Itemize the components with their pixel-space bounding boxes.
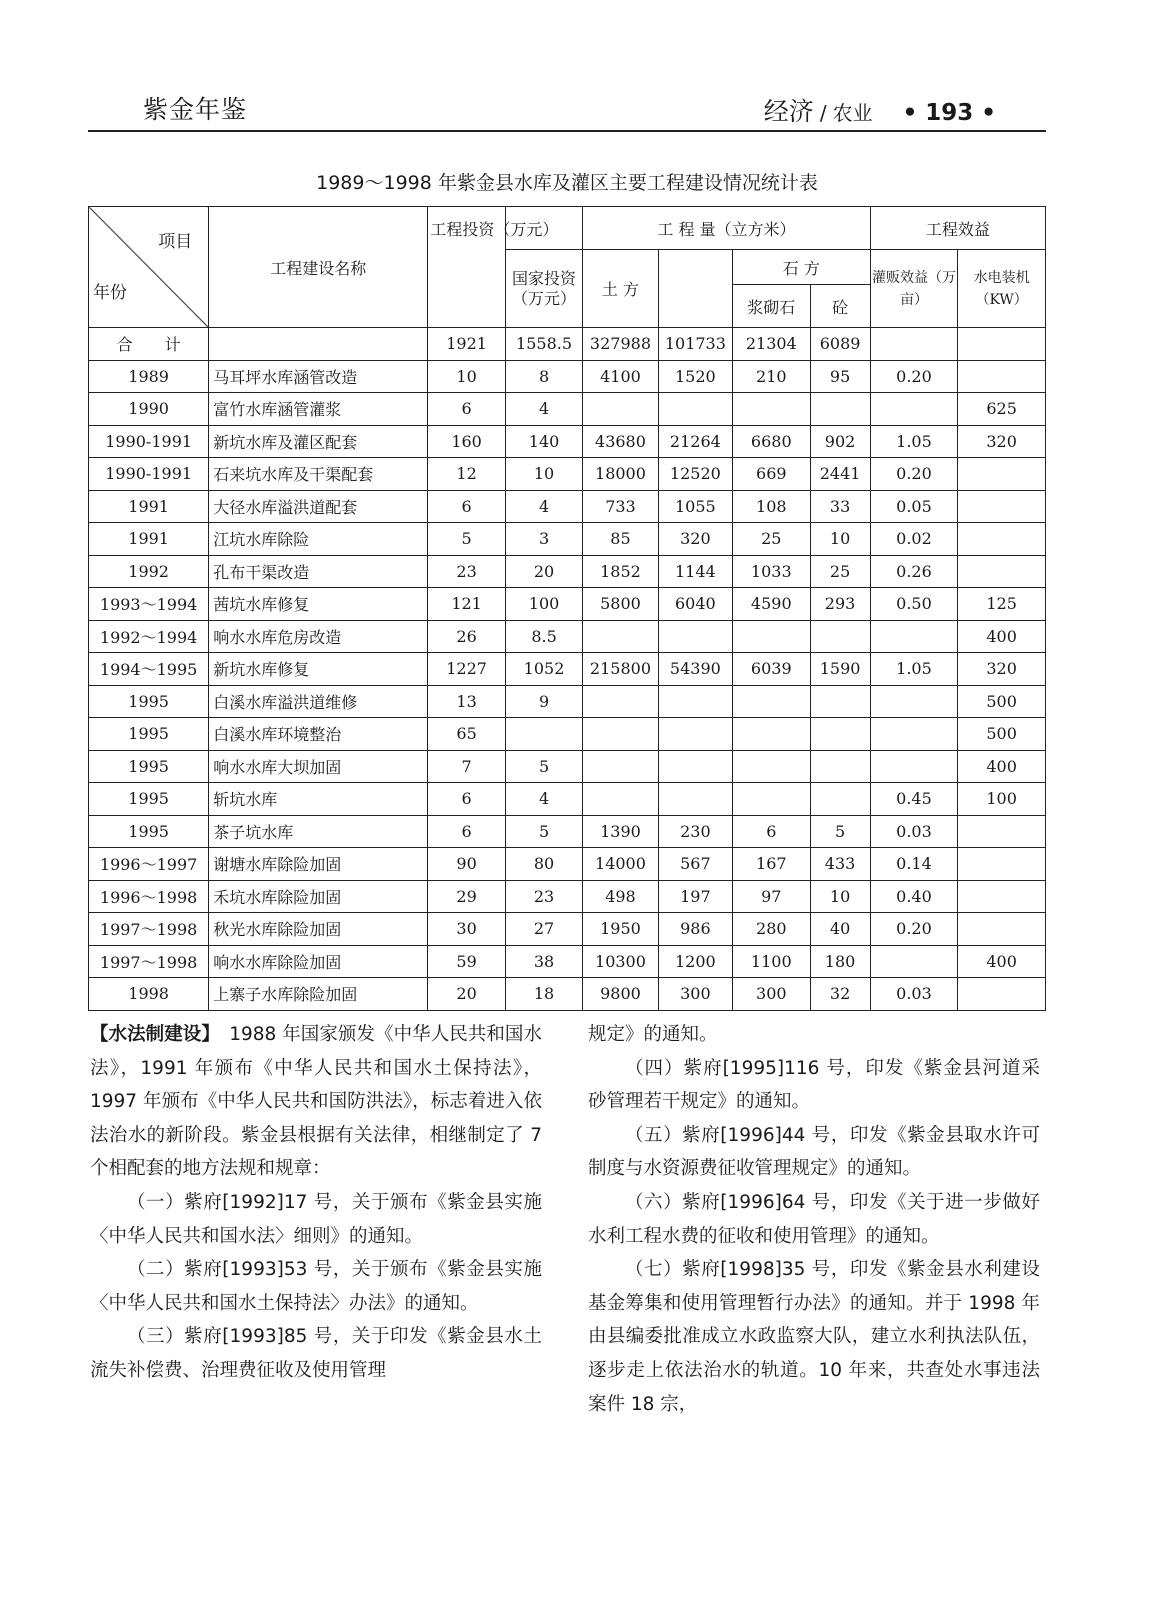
stone-cell: 54390 xyxy=(658,653,732,686)
earth-cell: 14000 xyxy=(583,848,658,881)
state-invest-cell: 20 xyxy=(505,555,582,588)
invest-cell: 30 xyxy=(428,913,505,946)
earth-cell xyxy=(583,685,658,718)
hydro-cell: 625 xyxy=(958,393,1046,426)
total-masonry: 21304 xyxy=(733,328,810,361)
table-row xyxy=(89,848,1046,881)
project-name-cell: 孔布干渠改造 xyxy=(209,555,428,588)
year-cell: 1995 xyxy=(89,815,209,848)
invest-cell: 12 xyxy=(428,458,505,491)
concrete-cell: 293 xyxy=(810,588,870,621)
invest-header-label: 工程投资（万元） xyxy=(430,220,559,239)
hydro-cell xyxy=(958,490,1046,523)
earth-cell: 1950 xyxy=(583,913,658,946)
project-name-cell: 白溪水库环境整治 xyxy=(209,718,428,751)
table-row xyxy=(89,425,1046,458)
table-row xyxy=(89,783,1046,816)
invest-cell: 65 xyxy=(428,718,505,751)
masonry-cell: 669 xyxy=(733,458,810,491)
masonry-cell xyxy=(733,620,810,653)
table-row xyxy=(89,750,1046,783)
concrete-cell xyxy=(810,750,870,783)
state-invest-cell: 9 xyxy=(505,685,582,718)
masonry-cell: 6680 xyxy=(733,425,810,458)
project-name-cell: 茶子坑水库 xyxy=(209,815,428,848)
year-cell: 1995 xyxy=(89,783,209,816)
section-info xyxy=(764,92,996,128)
stone-cell: 1200 xyxy=(658,945,732,978)
irrigation-cell: 0.14 xyxy=(870,848,958,881)
project-name-cell: 江坑水库除险 xyxy=(209,523,428,556)
stone-cell: 21264 xyxy=(658,425,732,458)
invest-cell: 59 xyxy=(428,945,505,978)
year-cell: 1995 xyxy=(89,718,209,751)
invest-cell: 6 xyxy=(428,490,505,523)
stone-cell: 567 xyxy=(658,848,732,881)
invest-cell: 6 xyxy=(428,393,505,426)
table-row xyxy=(89,458,1046,491)
stone-cell xyxy=(658,783,732,816)
state-invest-cell: 5 xyxy=(505,750,582,783)
total-label: 合 计 xyxy=(89,328,209,361)
total-state: 1558.5 xyxy=(505,328,582,361)
earth-cell: 1852 xyxy=(583,555,658,588)
invest-cell: 20 xyxy=(428,978,505,1011)
total-name xyxy=(209,328,428,361)
state-invest-cell: 100 xyxy=(505,588,582,621)
project-name-cell: 白溪水库溢洪道维修 xyxy=(209,685,428,718)
year-cell: 1992 xyxy=(89,555,209,588)
corner-header xyxy=(89,207,209,328)
irrigation-cell: 0.26 xyxy=(870,555,958,588)
hydro-cell xyxy=(958,555,1046,588)
hydro-cell: 320 xyxy=(958,425,1046,458)
irrigation-cell: 0.20 xyxy=(870,913,958,946)
hydro-cell xyxy=(958,523,1046,556)
invest-cell: 121 xyxy=(428,588,505,621)
masonry-cell xyxy=(733,718,810,751)
irrigation-cell: 0.45 xyxy=(870,783,958,816)
earth-cell: 498 xyxy=(583,880,658,913)
state-invest-cell: 140 xyxy=(505,425,582,458)
invest-cell: 160 xyxy=(428,425,505,458)
concrete-cell xyxy=(810,718,870,751)
earth-cell xyxy=(583,783,658,816)
name-header: 工程建设名称 xyxy=(209,207,428,328)
earth-cell xyxy=(583,718,658,751)
stone-cell xyxy=(658,393,732,426)
invest-cell: 6 xyxy=(428,783,505,816)
page-number: • 193 • xyxy=(902,100,996,126)
earth-cell: 1390 xyxy=(583,815,658,848)
irrigation-cell xyxy=(870,945,958,978)
total-concrete: 6089 xyxy=(810,328,870,361)
right-column xyxy=(588,1018,1040,1421)
statistics-table xyxy=(88,206,1046,1011)
stone-cell: 1144 xyxy=(658,555,732,588)
concrete-cell: 25 xyxy=(810,555,870,588)
section-name: 经济 xyxy=(763,97,814,126)
concrete-cell xyxy=(810,620,870,653)
concrete-cell: 33 xyxy=(810,490,870,523)
hydro-cell: 100 xyxy=(958,783,1046,816)
project-name-cell: 谢塘水库除险加固 xyxy=(209,848,428,881)
project-name-cell: 响水水库危房改造 xyxy=(209,620,428,653)
earth-cell: 4100 xyxy=(583,360,658,393)
left-column xyxy=(90,1018,542,1388)
year-cell: 1996～1997 xyxy=(89,848,209,881)
year-header: 年份 xyxy=(93,283,127,303)
concrete-cell: 1590 xyxy=(810,653,870,686)
hydro-cell: 320 xyxy=(958,653,1046,686)
total-hydro xyxy=(958,328,1046,361)
hydro-cell: 500 xyxy=(958,685,1046,718)
table-row xyxy=(89,393,1046,426)
paragraph-text: 1988 年国家颁发《中华人民共和国水法》，1991 年颁布《中华人民共和国水土保持法》，1997 年颁布《中华人民共和国防洪法》，标志着进入依法治水的新阶段。紫金县根据有关法律，相继制定了 7 个相配套的地方法规和规章： xyxy=(90,1024,542,1180)
year-cell: 1991 xyxy=(89,523,209,556)
subsection-name: 农业 xyxy=(832,101,873,125)
invest-cell: 10 xyxy=(428,360,505,393)
state-invest-cell: 4 xyxy=(505,393,582,426)
total-row xyxy=(89,328,1046,361)
state-invest-cell: 27 xyxy=(505,913,582,946)
total-earth: 327988 xyxy=(583,328,658,361)
year-cell: 1996～1998 xyxy=(89,880,209,913)
hydro-cell xyxy=(958,880,1046,913)
masonry-cell: 167 xyxy=(733,848,810,881)
total-invest: 1921 xyxy=(428,328,505,361)
state-invest-header: 国家投资（万元） xyxy=(505,250,582,328)
stone-cell: 1055 xyxy=(658,490,732,523)
earth-cell: 9800 xyxy=(583,978,658,1011)
stone-cell xyxy=(658,718,732,751)
stone-header: 石 方 xyxy=(733,250,871,285)
project-name-cell: 茜坑水库修复 xyxy=(209,588,428,621)
stone-cell: 300 xyxy=(658,978,732,1011)
project-name-cell: 大径水库溢洪道配套 xyxy=(209,490,428,523)
year-cell: 1989 xyxy=(89,360,209,393)
hydro-cell: 500 xyxy=(958,718,1046,751)
earth-cell: 733 xyxy=(583,490,658,523)
year-cell: 1995 xyxy=(89,685,209,718)
concrete-cell: 2441 xyxy=(810,458,870,491)
masonry-cell: 280 xyxy=(733,913,810,946)
paragraph xyxy=(90,1018,542,1186)
stone-cell: 197 xyxy=(658,880,732,913)
table-row xyxy=(89,620,1046,653)
invest-cell: 5 xyxy=(428,523,505,556)
year-cell: 1990 xyxy=(89,393,209,426)
irrigation-header: 灌贩效益（万亩） xyxy=(870,250,958,328)
hydro-cell: 400 xyxy=(958,750,1046,783)
project-name-cell: 响水水库除险加固 xyxy=(209,945,428,978)
project-name-cell: 石来坑水库及干渠配套 xyxy=(209,458,428,491)
year-cell: 1997～1998 xyxy=(89,945,209,978)
state-invest-cell: 80 xyxy=(505,848,582,881)
paragraph: （五）紫府[1996]44 号，印发《紫金县取水许可制度与水资源费征收管理规定》的通知。 xyxy=(588,1124,1040,1180)
project-name-cell: 富竹水库涵管灌浆 xyxy=(209,393,428,426)
concrete-cell: 95 xyxy=(810,360,870,393)
stone-cell: 320 xyxy=(658,523,732,556)
project-name-cell: 新坑水库及灌区配套 xyxy=(209,425,428,458)
project-name-cell: 新坑水库修复 xyxy=(209,653,428,686)
irrigation-cell xyxy=(870,718,958,751)
stone-cell: 230 xyxy=(658,815,732,848)
year-cell: 1997～1998 xyxy=(89,913,209,946)
concrete-cell: 902 xyxy=(810,425,870,458)
masonry-cell xyxy=(733,685,810,718)
concrete-cell xyxy=(810,783,870,816)
masonry-cell: 6039 xyxy=(733,653,810,686)
invest-cell: 6 xyxy=(428,815,505,848)
invest-cell: 29 xyxy=(428,880,505,913)
table-title: 1989～1998 年紫金县水库及灌区主要工程建设情况统计表 xyxy=(316,172,818,194)
year-cell: 1994～1995 xyxy=(89,653,209,686)
year-cell: 1992～1994 xyxy=(89,620,209,653)
masonry-cell: 1033 xyxy=(733,555,810,588)
earth-cell: 18000 xyxy=(583,458,658,491)
table-row xyxy=(89,815,1046,848)
masonry-cell: 300 xyxy=(733,978,810,1011)
masonry-cell xyxy=(733,393,810,426)
table-row xyxy=(89,685,1046,718)
paragraph: （二）紫府[1993]53 号，关于颁布《紫金县实施〈中华人民共和国水土保持法〉办法》的通知。 xyxy=(90,1259,542,1314)
hydro-cell xyxy=(958,815,1046,848)
hydro-cell: 400 xyxy=(958,620,1046,653)
table-row xyxy=(89,945,1046,978)
stone-cell: 6040 xyxy=(658,588,732,621)
concrete-cell: 40 xyxy=(810,913,870,946)
concrete-cell: 10 xyxy=(810,880,870,913)
irrigation-cell: 0.40 xyxy=(870,880,958,913)
irrigation-cell: 0.20 xyxy=(870,458,958,491)
invest-cell: 7 xyxy=(428,750,505,783)
table-row xyxy=(89,653,1046,686)
volume-header: 工 程 量（立方米） xyxy=(583,207,870,250)
table-row xyxy=(89,880,1046,913)
irrigation-cell: 0.50 xyxy=(870,588,958,621)
state-invest-cell: 8.5 xyxy=(505,620,582,653)
earth-cell: 43680 xyxy=(583,425,658,458)
paragraph: （三）紫府[1993]85 号，关于印发《紫金县水土流失补偿费、治理费征收及使用管理 xyxy=(90,1326,542,1381)
state-invest-cell: 5 xyxy=(505,815,582,848)
paragraph: （一）紫府[1992]17 号，关于颁布《紫金县实施〈中华人民共和国水法〉细则》的通知。 xyxy=(90,1191,542,1247)
hydro-cell: 400 xyxy=(958,945,1046,978)
state-invest-cell: 4 xyxy=(505,490,582,523)
year-cell: 1995 xyxy=(89,750,209,783)
year-cell: 1998 xyxy=(89,978,209,1011)
invest-cell: 26 xyxy=(428,620,505,653)
year-cell: 1991 xyxy=(89,490,209,523)
irrigation-cell xyxy=(870,750,958,783)
book-title: 紫金年鉴 xyxy=(143,95,248,124)
state-invest-cell: 10 xyxy=(505,458,582,491)
total-irrigation xyxy=(870,328,958,361)
concrete-cell: 5 xyxy=(810,815,870,848)
paragraph: （七）紫府[1998]35 号，印发《紫金县水利建设基金筹集和使用管理暂行办法》的通知。并于 1998 年由县编委批准成立水政监察大队，建立水利执法队伍，逐步走上依法治水的轨道。10 年来，共查处水事违法案件 18 宗， xyxy=(588,1259,1040,1415)
irrigation-cell: 0.05 xyxy=(870,490,958,523)
state-invest-cell: 18 xyxy=(505,978,582,1011)
earth-cell: 5800 xyxy=(583,588,658,621)
total-stone: 101733 xyxy=(658,328,732,361)
stone-cell: 1520 xyxy=(658,360,732,393)
hydro-cell xyxy=(958,913,1046,946)
project-name-cell: 斩坑水库 xyxy=(209,783,428,816)
masonry-cell: 25 xyxy=(733,523,810,556)
table-row xyxy=(89,490,1046,523)
hydro-cell xyxy=(958,978,1046,1011)
hydro-cell xyxy=(958,848,1046,881)
concrete-cell: 32 xyxy=(810,978,870,1011)
irrigation-cell xyxy=(870,685,958,718)
earth-cell: 10300 xyxy=(583,945,658,978)
item-header: 项目 xyxy=(158,232,193,252)
state-invest-cell: 23 xyxy=(505,880,582,913)
state-invest-cell: 38 xyxy=(505,945,582,978)
hydro-cell xyxy=(958,458,1046,491)
invest-cell: 23 xyxy=(428,555,505,588)
stone-cell: 986 xyxy=(658,913,732,946)
table-row xyxy=(89,360,1046,393)
project-name-cell: 响水水库大坝加固 xyxy=(209,750,428,783)
masonry-cell xyxy=(733,750,810,783)
state-invest-cell: 8 xyxy=(505,360,582,393)
irrigation-cell: 0.03 xyxy=(870,978,958,1011)
irrigation-cell xyxy=(870,620,958,653)
table-body xyxy=(89,328,1046,1011)
table-row xyxy=(89,913,1046,946)
paragraph: （六）紫府[1996]64 号，印发《关于进一步做好水利工程水费的征收和使用管理》的通知。 xyxy=(588,1191,1040,1247)
hydro-header: 水电装机（KW） xyxy=(958,250,1046,328)
table-row xyxy=(89,588,1046,621)
project-name-cell: 秋光水库除险加固 xyxy=(209,913,428,946)
concrete-cell xyxy=(810,685,870,718)
table-row xyxy=(89,555,1046,588)
earth-cell: 85 xyxy=(583,523,658,556)
stone-blank xyxy=(658,250,732,328)
irrigation-cell: 1.05 xyxy=(870,425,958,458)
earth-cell xyxy=(583,393,658,426)
concrete-cell: 180 xyxy=(810,945,870,978)
stone-cell: 12520 xyxy=(658,458,732,491)
concrete-cell xyxy=(810,393,870,426)
state-invest-cell: 3 xyxy=(505,523,582,556)
paragraph: （四）紫府[1995]116 号，印发《紫金县河道采砂管理若干规定》的通知。 xyxy=(588,1057,1040,1113)
invest-cell: 90 xyxy=(428,848,505,881)
project-name-cell: 马耳坪水库涵管改造 xyxy=(209,360,428,393)
earth-cell xyxy=(583,620,658,653)
hydro-cell xyxy=(958,360,1046,393)
masonry-cell: 97 xyxy=(733,880,810,913)
masonry-header: 浆砌石 xyxy=(733,285,810,328)
invest-cell: 1227 xyxy=(428,653,505,686)
table-row xyxy=(89,523,1046,556)
masonry-cell: 108 xyxy=(733,490,810,523)
table-row xyxy=(89,978,1046,1011)
page-header xyxy=(88,88,1046,132)
project-name-cell: 上寨子水库除险加固 xyxy=(209,978,428,1011)
benefit-header: 工程效益 xyxy=(870,207,1045,250)
state-invest-cell xyxy=(505,718,582,751)
state-invest-cell: 1052 xyxy=(505,653,582,686)
irrigation-cell: 0.03 xyxy=(870,815,958,848)
paragraph: 规定》的通知。 xyxy=(588,1024,718,1045)
irrigation-cell xyxy=(870,393,958,426)
year-cell: 1990-1991 xyxy=(89,458,209,491)
concrete-cell: 433 xyxy=(810,848,870,881)
irrigation-cell: 1.05 xyxy=(870,653,958,686)
year-cell: 1990-1991 xyxy=(89,425,209,458)
earth-cell: 215800 xyxy=(583,653,658,686)
separator: / xyxy=(819,101,827,125)
irrigation-cell: 0.02 xyxy=(870,523,958,556)
stone-cell xyxy=(658,685,732,718)
state-invest-cell: 4 xyxy=(505,783,582,816)
masonry-cell: 1100 xyxy=(733,945,810,978)
irrigation-cell: 0.20 xyxy=(870,360,958,393)
masonry-cell xyxy=(733,783,810,816)
invest-cell: 13 xyxy=(428,685,505,718)
earth-cell xyxy=(583,750,658,783)
concrete-cell: 10 xyxy=(810,523,870,556)
concrete-header: 砼 xyxy=(810,285,870,328)
masonry-cell: 210 xyxy=(733,360,810,393)
project-name-cell: 禾坑水库除险加固 xyxy=(209,880,428,913)
masonry-cell: 4590 xyxy=(733,588,810,621)
section-keyword: 【水法制建设】 xyxy=(90,1024,211,1045)
masonry-cell: 6 xyxy=(733,815,810,848)
stone-cell xyxy=(658,620,732,653)
stone-cell xyxy=(658,750,732,783)
earth-header: 土 方 xyxy=(583,250,658,328)
table-row xyxy=(89,718,1046,751)
year-cell: 1993～1994 xyxy=(89,588,209,621)
hydro-cell: 125 xyxy=(958,588,1046,621)
